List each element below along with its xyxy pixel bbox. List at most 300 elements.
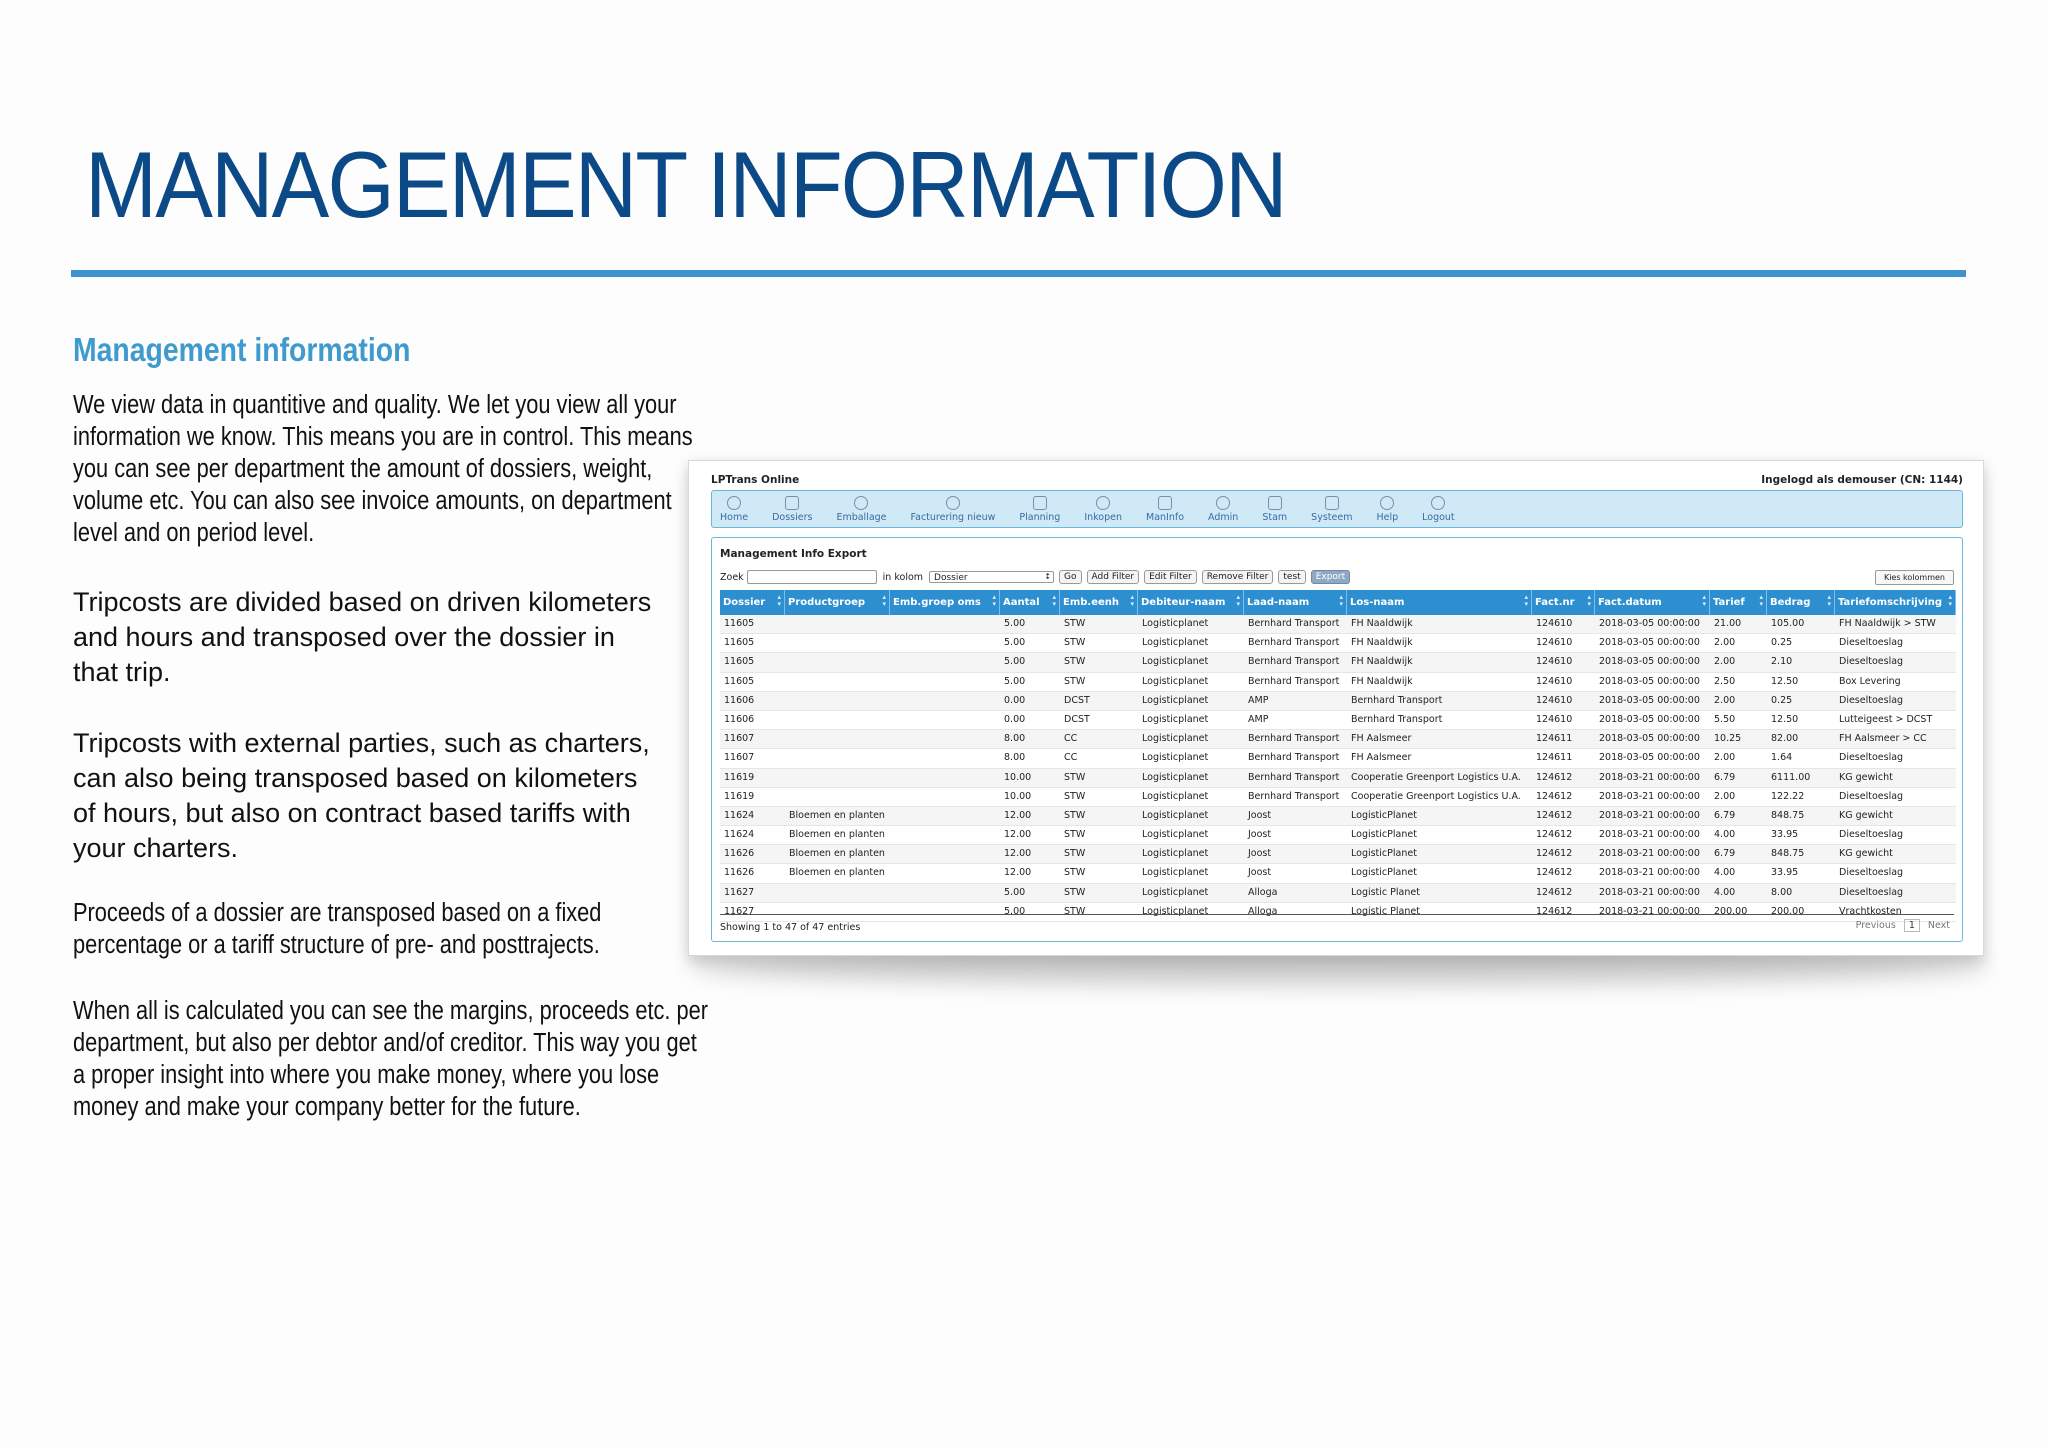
table-cell: 11619 — [724, 790, 755, 802]
nav-label: Planning — [1019, 512, 1061, 523]
table-cell: Bloemen en planten — [789, 809, 885, 821]
table-cell: Logisticplanet — [1142, 790, 1209, 802]
help-icon — [1380, 496, 1394, 510]
table-cell: Joost — [1248, 867, 1272, 879]
table-cell: 11626 — [724, 867, 755, 879]
table-cell: 10.00 — [1004, 790, 1032, 802]
table-cell — [890, 864, 1000, 882]
table-cell: LogisticPlanet — [1351, 867, 1417, 879]
column-header[interactable]: Tariefomschrijving ▴ ▾ — [1835, 590, 1956, 615]
table-cell: 10.25 — [1714, 733, 1742, 745]
table-cell: Dieseltoeslag — [1839, 694, 1904, 706]
table-cell: 2018-03-21 00:00:00 — [1599, 905, 1700, 917]
table-cell: FH Naaldwijk — [1351, 675, 1413, 687]
monitor-icon — [1158, 496, 1172, 510]
table-cell: 124612 — [1536, 905, 1573, 917]
table-cell: FH Aalsmeer — [1351, 752, 1412, 764]
proceeds-paragraph: Proceeds of a dossier are transposed based on a fixed percentage or a tariff structure of pre- and posttrajects. — [73, 899, 602, 959]
table-cell: LogisticPlanet — [1351, 829, 1417, 841]
table-cell: STW — [1064, 771, 1086, 783]
table-cell: 11605 — [724, 637, 755, 649]
table-cell: 2.00 — [1714, 752, 1736, 764]
nav-stam[interactable] — [1262, 496, 1287, 527]
table-cell: 2018-03-05 00:00:00 — [1599, 656, 1700, 668]
table-cell: 0.25 — [1771, 694, 1793, 706]
table-cell: 6111.00 — [1771, 771, 1811, 783]
table-cell: 33.95 — [1771, 867, 1799, 879]
table-cell: CC — [1064, 733, 1078, 745]
table-cell: 11624 — [724, 829, 755, 841]
table-cell — [890, 807, 1000, 825]
column-header[interactable]: Emb.groep oms ▴ ▾ — [890, 590, 1000, 615]
nav-label: Emballage — [836, 512, 887, 523]
current-page-button[interactable]: 1 — [1904, 919, 1920, 932]
table-cell: Dieseltoeslag — [1839, 886, 1904, 898]
table-cell: Logisticplanet — [1142, 752, 1209, 764]
choose-columns-button[interactable]: Kies kolommen — [1875, 570, 1954, 585]
table-cell: 5.00 — [1004, 637, 1026, 649]
table-cell: STW — [1064, 637, 1086, 649]
table-cell: 11627 — [724, 886, 755, 898]
add-filter-button[interactable]: Add Filter — [1087, 570, 1140, 584]
preset-select[interactable]: test — [1278, 570, 1305, 584]
table-cell: FH Naaldwijk — [1351, 656, 1413, 668]
table-cell: 124612 — [1536, 848, 1573, 860]
table-cell: Cooperatie Greenport Logistics U.A. — [1351, 771, 1521, 783]
export-panel — [711, 537, 1963, 942]
table-cell: 848.75 — [1771, 809, 1805, 821]
table-cell: STW — [1064, 656, 1086, 668]
search-label: Zoek — [720, 571, 744, 583]
margins-paragraph: When all is calculated you can see the margins, proceeds etc. per department, but also per debtor and/of creditor. This way you get a proper insight into where you make money, where you lose money and make your company better for the future. — [73, 997, 709, 1121]
globe-icon — [727, 496, 741, 510]
table-cell: Logisticplanet — [1142, 848, 1209, 860]
calculator-icon — [1325, 496, 1339, 510]
table-cell: Dieseltoeslag — [1839, 656, 1904, 668]
table-cell — [890, 673, 1000, 691]
table-header — [720, 590, 1956, 615]
go-button[interactable]: Go — [1059, 570, 1081, 584]
table-cell: Bernhard Transport — [1248, 618, 1340, 629]
table-cell: STW — [1064, 886, 1086, 898]
table-cell: Logisticplanet — [1142, 733, 1209, 745]
table-cell: 12.00 — [1004, 809, 1032, 821]
table-cell: 124612 — [1536, 867, 1573, 879]
table-cell: 8.00 — [1771, 886, 1793, 898]
table-cell: 4.00 — [1714, 829, 1736, 841]
table-cell: 6.79 — [1714, 809, 1736, 821]
table-cell: Logisticplanet — [1142, 713, 1209, 725]
table-cell: STW — [1064, 848, 1086, 860]
table-cell: Logisticplanet — [1142, 675, 1209, 687]
table-cell: 2018-03-05 00:00:00 — [1599, 713, 1700, 725]
table-cell: 848.75 — [1771, 848, 1805, 860]
invoice-search-icon — [946, 496, 960, 510]
filter-bar — [720, 569, 1954, 585]
table-row[interactable] — [720, 884, 1956, 903]
column-header[interactable]: Aantal ▴ ▾ — [1000, 590, 1060, 615]
page-title: MANAGEMENT INFORMATION — [85, 132, 1286, 237]
column-label: in kolom — [882, 571, 924, 583]
table-cell: Alloga — [1248, 886, 1278, 898]
title-divider — [71, 270, 1966, 277]
table-cell: Bernhard Transport — [1248, 771, 1340, 783]
export-button[interactable]: Export — [1311, 570, 1350, 584]
table-cell: 2018-03-05 00:00:00 — [1599, 637, 1700, 649]
table-cell: 124610 — [1536, 694, 1573, 706]
table-cell: 11605 — [724, 656, 755, 668]
tripcosts-paragraph: Tripcosts are divided based on driven kilometers and hours and transposed over the dossier in that trip. — [73, 587, 652, 687]
table-cell — [785, 692, 890, 710]
table-cell: Bernhard Transport — [1248, 637, 1340, 649]
money-icon — [854, 496, 868, 510]
table-cell: 124612 — [1536, 771, 1573, 783]
table-cell: 10.00 — [1004, 771, 1032, 783]
table-cell: 200.00 — [1771, 905, 1805, 917]
nav-label: Help — [1376, 512, 1399, 523]
table-cell: 124612 — [1536, 886, 1573, 898]
table-cell: Bloemen en planten — [789, 867, 885, 879]
table-cell: STW — [1064, 829, 1086, 841]
table-cell: 2018-03-21 00:00:00 — [1599, 771, 1700, 783]
table-cell: Logisticplanet — [1142, 771, 1209, 783]
column-header[interactable]: Tarief ▴ ▾ — [1710, 590, 1767, 615]
column-header[interactable]: Fact.nr ▴ ▾ — [1532, 590, 1595, 615]
section-heading: Management information — [73, 331, 411, 368]
table-cell: Joost — [1248, 829, 1272, 841]
table-cell: 1.64 — [1771, 752, 1793, 764]
previous-page-button[interactable]: Previous — [1855, 920, 1896, 931]
table-cell — [890, 769, 1000, 787]
column-header[interactable]: Emb.eenh ▴ ▾ — [1060, 590, 1138, 615]
table-cell: Lutteigeest > DCST — [1839, 713, 1933, 725]
panel-title: Management Info Export — [720, 548, 867, 560]
external-tripcosts-paragraph: Tripcosts with external parties, such as charters, can also being transposed based on kilometers of hours, but also on contract based tariffs with your charters. — [73, 728, 650, 863]
table-cell — [890, 634, 1000, 652]
table-cell: 6.79 — [1714, 771, 1736, 783]
table-cell: Dieseltoeslag — [1839, 867, 1904, 879]
table-cell: 2018-03-21 00:00:00 — [1599, 809, 1700, 821]
table-cell: 2018-03-05 00:00:00 — [1599, 733, 1700, 745]
table-cell: 2.00 — [1714, 656, 1736, 668]
nav-label: Inkopen — [1084, 512, 1123, 523]
nav-logout[interactable] — [1422, 496, 1455, 527]
table-cell: Box Levering — [1839, 675, 1901, 687]
table-row[interactable] — [720, 807, 1956, 826]
table-cell — [785, 711, 890, 729]
table-cell: Logisticplanet — [1142, 809, 1209, 821]
table-cell — [785, 749, 890, 767]
table-cell — [890, 826, 1000, 844]
table-cell: Dieseltoeslag — [1839, 752, 1904, 764]
table-row[interactable] — [720, 692, 1956, 711]
table-cell: 8.00 — [1004, 733, 1026, 745]
table-cell: 2018-03-21 00:00:00 — [1599, 848, 1700, 860]
table-cell: 4.00 — [1714, 867, 1736, 879]
login-status: Ingelogd als demouser (CN: 1144) — [1761, 474, 1963, 486]
table-cell: 82.00 — [1771, 733, 1799, 745]
column-header[interactable]: Dossier ▴ ▾ — [720, 590, 785, 615]
table-cell: 124611 — [1536, 752, 1573, 764]
entries-count: Showing 1 to 47 of 47 entries — [720, 922, 861, 933]
next-page-button[interactable]: Next — [1927, 920, 1950, 931]
table-cell: Bernhard Transport — [1248, 656, 1340, 668]
table-row[interactable] — [720, 788, 1956, 807]
database-icon — [1268, 496, 1282, 510]
table-row[interactable] — [720, 634, 1956, 653]
table-cell: Bernhard Transport — [1351, 713, 1443, 725]
table-cell: 12.50 — [1771, 713, 1799, 725]
table-row[interactable] — [720, 615, 1956, 634]
table-cell: Logistic Planet — [1351, 886, 1420, 898]
table-cell: 2018-03-21 00:00:00 — [1599, 867, 1700, 879]
table-cell: 124612 — [1536, 790, 1573, 802]
nav-systeem[interactable] — [1311, 496, 1352, 527]
table-cell: 12.00 — [1004, 829, 1032, 841]
table-cell: 2018-03-21 00:00:00 — [1599, 829, 1700, 841]
table-cell: Bernhard Transport — [1248, 675, 1340, 687]
table-cell: 2.00 — [1714, 694, 1736, 706]
nav-home[interactable] — [720, 496, 748, 527]
column-header[interactable]: Los-naam ▴ ▾ — [1347, 590, 1532, 615]
table-cell: Logisticplanet — [1142, 886, 1209, 898]
nav-label: Home — [720, 512, 749, 523]
data-table — [720, 590, 1956, 922]
table-cell: STW — [1064, 905, 1086, 917]
table-cell: Logisticplanet — [1142, 829, 1209, 841]
table-cell: 5.00 — [1004, 618, 1026, 629]
nav-emballage[interactable] — [836, 496, 886, 527]
table-cell: 11619 — [724, 771, 755, 783]
table-cell: Alloga — [1248, 905, 1278, 917]
table-cell — [785, 788, 890, 806]
table-cell: 124610 — [1536, 637, 1573, 649]
table-cell: 0.00 — [1004, 694, 1026, 706]
table-cell: Logisticplanet — [1142, 694, 1209, 706]
table-cell: 12.50 — [1771, 675, 1799, 687]
table-cell: Vrachtkosten — [1839, 905, 1902, 917]
nav-admin[interactable] — [1208, 496, 1238, 527]
table-cell — [890, 730, 1000, 748]
table-cell: Bernhard Transport — [1248, 790, 1340, 802]
nav-facturering[interactable] — [911, 496, 996, 527]
table-cell: KG gewicht — [1839, 809, 1893, 821]
column-header[interactable]: Bedrag ▴ ▾ — [1767, 590, 1835, 615]
column-header[interactable]: Fact.datum ▴ ▾ — [1595, 590, 1710, 615]
table-cell: 124610 — [1536, 675, 1573, 687]
table-cell: 124610 — [1536, 656, 1573, 668]
table-cell: Dieseltoeslag — [1839, 637, 1904, 649]
table-row[interactable] — [720, 826, 1956, 845]
table-cell: STW — [1064, 675, 1086, 687]
table-cell: Logisticplanet — [1142, 867, 1209, 879]
column-select[interactable]: Dossier ↕ — [929, 571, 1054, 583]
table-cell: 11607 — [724, 752, 755, 764]
table-cell: 4.00 — [1714, 886, 1736, 898]
table-cell: Logistic Planet — [1351, 905, 1420, 917]
column-header[interactable]: Debiteur-naam ▴ ▾ — [1138, 590, 1244, 615]
table-cell: 2.10 — [1771, 656, 1793, 668]
search-input[interactable] — [747, 570, 877, 584]
table-cell: LogisticPlanet — [1351, 809, 1417, 821]
nav-dossiers[interactable] — [772, 496, 812, 527]
nav-label: ManInfo — [1146, 512, 1185, 523]
nav-planning[interactable] — [1019, 496, 1060, 527]
gear-icon — [1216, 496, 1230, 510]
table-cell: Dieseltoeslag — [1839, 829, 1904, 841]
table-cell: 11626 — [724, 848, 755, 860]
table-cell: LogisticPlanet — [1351, 848, 1417, 860]
table-cell: STW — [1064, 618, 1086, 629]
column-header[interactable]: Productgroep ▴ ▾ — [785, 590, 890, 615]
table-cell: FH Naaldwijk — [1351, 618, 1413, 629]
table-cell: 124611 — [1536, 733, 1573, 745]
table-cell: 5.00 — [1004, 886, 1026, 898]
table-cell: 5.00 — [1004, 675, 1026, 687]
remove-filter-button[interactable]: Remove Filter — [1202, 570, 1274, 584]
table-cell: KG gewicht — [1839, 771, 1893, 783]
table-cell: 2018-03-05 00:00:00 — [1599, 675, 1700, 687]
table-cell: 11607 — [724, 733, 755, 745]
nav-help[interactable] — [1376, 496, 1398, 527]
table-cell: Logisticplanet — [1142, 637, 1209, 649]
truck-icon — [1033, 496, 1047, 510]
table-row[interactable] — [720, 653, 1956, 672]
table-cell: 2018-03-05 00:00:00 — [1599, 618, 1700, 629]
table-cell — [785, 769, 890, 787]
table-row[interactable] — [720, 673, 1956, 692]
table-cell: 12.00 — [1004, 848, 1032, 860]
table-cell: AMP — [1248, 713, 1269, 725]
table-cell — [785, 615, 890, 633]
table-row[interactable] — [720, 864, 1956, 883]
table-cell: Bernhard Transport — [1248, 733, 1340, 745]
table-cell — [785, 730, 890, 748]
table-row[interactable] — [720, 845, 1956, 864]
table-cell — [785, 653, 890, 671]
table-cell: 2.50 — [1714, 675, 1736, 687]
table-cell: 124610 — [1536, 618, 1573, 629]
table-cell: Dieseltoeslag — [1839, 790, 1904, 802]
table-cell: 11605 — [724, 618, 755, 629]
table-cell: 2.00 — [1714, 637, 1736, 649]
table-cell: STW — [1064, 867, 1086, 879]
table-cell: DCST — [1064, 713, 1090, 725]
table-cell: 200.00 — [1714, 905, 1748, 917]
table-cell — [890, 615, 1000, 633]
pagination — [1848, 919, 1950, 932]
table-row[interactable] — [720, 749, 1956, 768]
intro-paragraph: We view data in quantitive and quality. We let you view all your information we know. This means you are in control. This means you can see per department the amount of dossiers, weight, volume etc. You can also see invoice amounts, on department level and on period level. — [73, 391, 693, 547]
table-cell — [890, 653, 1000, 671]
table-footer — [720, 914, 1954, 935]
table-cell: 2.00 — [1714, 790, 1736, 802]
edit-filter-button[interactable]: Edit Filter — [1144, 570, 1197, 584]
column-header[interactable]: Laad-naam ▴ ▾ — [1244, 590, 1347, 615]
table-cell: 124612 — [1536, 829, 1573, 841]
table-cell: 12.00 — [1004, 867, 1032, 879]
table-cell: 105.00 — [1771, 618, 1805, 629]
table-cell: KG gewicht — [1839, 848, 1893, 860]
table-cell — [890, 711, 1000, 729]
document-icon — [785, 496, 799, 510]
nav-label: Stam — [1262, 512, 1288, 523]
table-cell: 11606 — [724, 713, 755, 725]
table-cell: 124612 — [1536, 809, 1573, 821]
table-cell: 0.00 — [1004, 713, 1026, 725]
table-cell: 2018-03-05 00:00:00 — [1599, 752, 1700, 764]
nav-maninfo[interactable] — [1146, 496, 1184, 527]
table-row[interactable] — [720, 711, 1956, 730]
table-cell: Bernhard Transport — [1351, 694, 1443, 706]
table-cell — [890, 749, 1000, 767]
table-cell: 2018-03-21 00:00:00 — [1599, 886, 1700, 898]
table-cell: 5.50 — [1714, 713, 1736, 725]
table-body — [720, 615, 1956, 922]
nav-label: Facturering nieuw — [910, 512, 996, 523]
table-cell: 11627 — [724, 905, 755, 917]
table-cell: FH Naaldwijk > STW — [1839, 618, 1936, 629]
table-row[interactable] — [720, 769, 1956, 788]
table-cell: Logisticplanet — [1142, 905, 1209, 917]
table-cell: Bloemen en planten — [789, 848, 885, 860]
table-cell: 21.00 — [1714, 618, 1742, 629]
table-cell: AMP — [1248, 694, 1269, 706]
table-cell: 11605 — [724, 675, 755, 687]
app-title: LPTrans Online — [711, 474, 800, 486]
table-cell: 124610 — [1536, 713, 1573, 725]
table-cell: Logisticplanet — [1142, 656, 1209, 668]
table-cell: Joost — [1248, 809, 1272, 821]
table-cell: STW — [1064, 809, 1086, 821]
nav-label: Systeem — [1311, 512, 1353, 523]
table-cell: 6.79 — [1714, 848, 1736, 860]
table-cell: Bernhard Transport — [1248, 752, 1340, 764]
table-row[interactable] — [720, 730, 1956, 749]
table-cell: 5.00 — [1004, 905, 1026, 917]
table-cell: Logisticplanet — [1142, 618, 1209, 629]
table-cell: 11624 — [724, 809, 755, 821]
rocket-icon — [1431, 496, 1445, 510]
table-cell — [890, 845, 1000, 863]
main-nav — [711, 490, 1963, 528]
table-cell: FH Aalsmeer > CC — [1839, 733, 1927, 745]
nav-inkopen[interactable] — [1084, 496, 1122, 527]
table-cell: 0.25 — [1771, 637, 1793, 649]
table-cell: 11606 — [724, 694, 755, 706]
table-cell: CC — [1064, 752, 1078, 764]
nav-label: Logout — [1422, 512, 1455, 523]
table-cell — [890, 884, 1000, 902]
table-cell: 8.00 — [1004, 752, 1026, 764]
table-cell: 5.00 — [1004, 656, 1026, 668]
table-cell: STW — [1064, 790, 1086, 802]
table-cell: Cooperatie Greenport Logistics U.A. — [1351, 790, 1521, 802]
table-cell: 2018-03-05 00:00:00 — [1599, 694, 1700, 706]
table-cell: FH Aalsmeer — [1351, 733, 1412, 745]
table-cell: 2018-03-21 00:00:00 — [1599, 790, 1700, 802]
nav-label: Admin — [1208, 512, 1239, 523]
table-cell: Joost — [1248, 848, 1272, 860]
table-cell — [785, 884, 890, 902]
table-cell — [890, 788, 1000, 806]
app-screenshot — [688, 460, 1984, 956]
table-cell — [890, 692, 1000, 710]
table-cell: Bloemen en planten — [789, 829, 885, 841]
tree-icon — [1096, 496, 1110, 510]
table-cell: DCST — [1064, 694, 1090, 706]
table-cell: 33.95 — [1771, 829, 1799, 841]
